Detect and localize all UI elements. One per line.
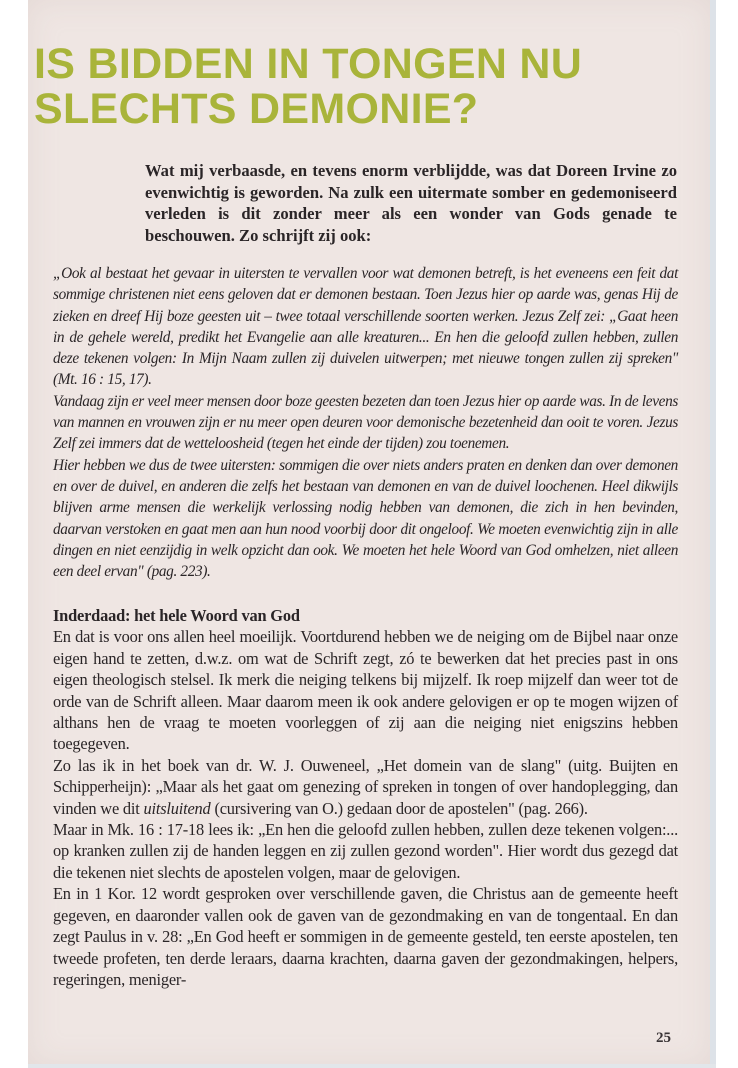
- page-edge-bottom: [28, 1064, 716, 1068]
- body-paragraph-2-text-a: Zo las ik in het boek van dr. W. J. Ouweneel, „Het domein van de slang" (uitg. Buijten en Schipperheijn): „Maar als het gaat om genezing of spreken in tongen of over handoplegging, dan vinden we dit: [53, 755, 678, 818]
- emphasized-word: uitsluitend: [143, 798, 211, 818]
- intro-paragraph: Wat mij verbaasde, en tevens enorm verblijdde, was dat Doreen Irvine zo evenwichtig is geworden. Na zulk een uitermate somber en gedemoniseerd verleden is dit zonder meer als een wonder van Gods genade te beschouwen. Zo schrijft zij ook:: [145, 161, 677, 245]
- title-line-2: SLECHTS DEMONIE?: [34, 85, 479, 133]
- article-title: [34, 42, 684, 132]
- body-paragraph-4: En in 1 Kor. 12 wordt gesproken over verschillende gaven, die Christus aan de gemeente heeft gegeven, en daaronder vallen ook de gaven van de gezondmaking en van de tongentaal. En dan zegt Paulus in v. 28: „En God heeft er sommigen in de gemeente gesteld, ten eerste apostelen, ten tweede profeten, ten derde leraars, daarna krachten, daarna gaven der gezondmakingen, helpers, regeringen, meniger-: [53, 884, 678, 989]
- quote-paragraph-1: „Ook al bestaat het gevaar in uitersten te vervallen voor wat demonen betreft, is het eveneens een feit dat sommige christenen niet eens geloven dat er demonen bestaan. Toen Jezus hier op aarde was, genas Hij de zieken en dreef Hij boze geesten uit – twee totaal verschillende soorten werken. Jezus Zelf zei: „Gaat heen in de gehele wereld, predikt het Evangelie aan alle kreaturen... En hen die geloofd zullen hebben, zullen deze tekenen volgen: In Mijn Naam zullen zij duivelen uitwerpen; met nieuwe tongen zullen zij spreken" (Mt. 16 : 15, 17).: [53, 265, 678, 389]
- body-paragraph-1: En dat is voor ons allen heel moeilijk. Voortdurend hebben we de neiging om de Bijbel naar onze eigen hand te zetten, d.w.z. om wat de Schrift zegt, zó te bewerken dat het precies past in ons eigen theologisch stelsel. Ik merk die neiging telkens bij mijzelf. Ik roep mijzelf dan weer tot de orde van de Schrift alleen. Maar daarom meen ik ook andere gelovigen er op te mogen wijzen of althans hen de vraag te moeten voorleggen of zij aan die neiging niet enigszins hebben toegegeven.: [53, 627, 678, 754]
- page-number: 25: [656, 1030, 671, 1046]
- section-heading: Inderdaad: het hele Woord van God: [53, 606, 300, 625]
- page-edge: [710, 0, 716, 1066]
- body-paragraph-3: Maar in Mk. 16 : 17-18 lees ik: „En hen die geloofd zullen hebben, zullen deze tekenen volgen:... op kranken zullen zij de handen leggen en zij zullen gezond worden". Hier wordt dus gezegd dat die tekenen niet slechts de apostelen volgen, maar de gelovigen.: [53, 820, 678, 882]
- quote-paragraph-2: Vandaag zijn er veel meer mensen door boze geesten bezeten dan toen Jezus hier op aarde was. In de levens van mannen en vrouwen zijn er nu meer open deuren voor demonische bezetenheid dan ooit te voren. Jezus Zelf zei immers dat de wetteloosheid (tegen het einde der tijden) zou toenemen.: [53, 392, 678, 453]
- quote-paragraph-3: Hier hebben we dus de twee uitersten: sommigen die over niets anders praten en denken dan over demonen en over de duivel, en anderen die zelfs het bestaan van demonen en van de duivel loochenen. Heel dikwijls blijven arme mensen die werkelijk verlossing nodig hebben van demonen, die zich in hen bevinden, daarvan verstoken en gaat men aan hun nood voorbij door dit ongeloof. We moeten evenwichtig zijn in alle dingen en niet eenzijdig in welk opzicht dan ook. We moeten het hele Woord van God omhelzen, niet alleen een deel ervan" (pag. 223).: [53, 456, 678, 581]
- body-section: [53, 605, 678, 990]
- body-paragraph-2-text-b: (cursivering van O.) gedaan door de apostelen" (pag. 266).: [210, 798, 588, 818]
- block-quote: [53, 263, 678, 582]
- body-paragraph-2: [53, 755, 678, 819]
- title-line-1: IS BIDDEN IN TONGEN NU: [34, 40, 583, 88]
